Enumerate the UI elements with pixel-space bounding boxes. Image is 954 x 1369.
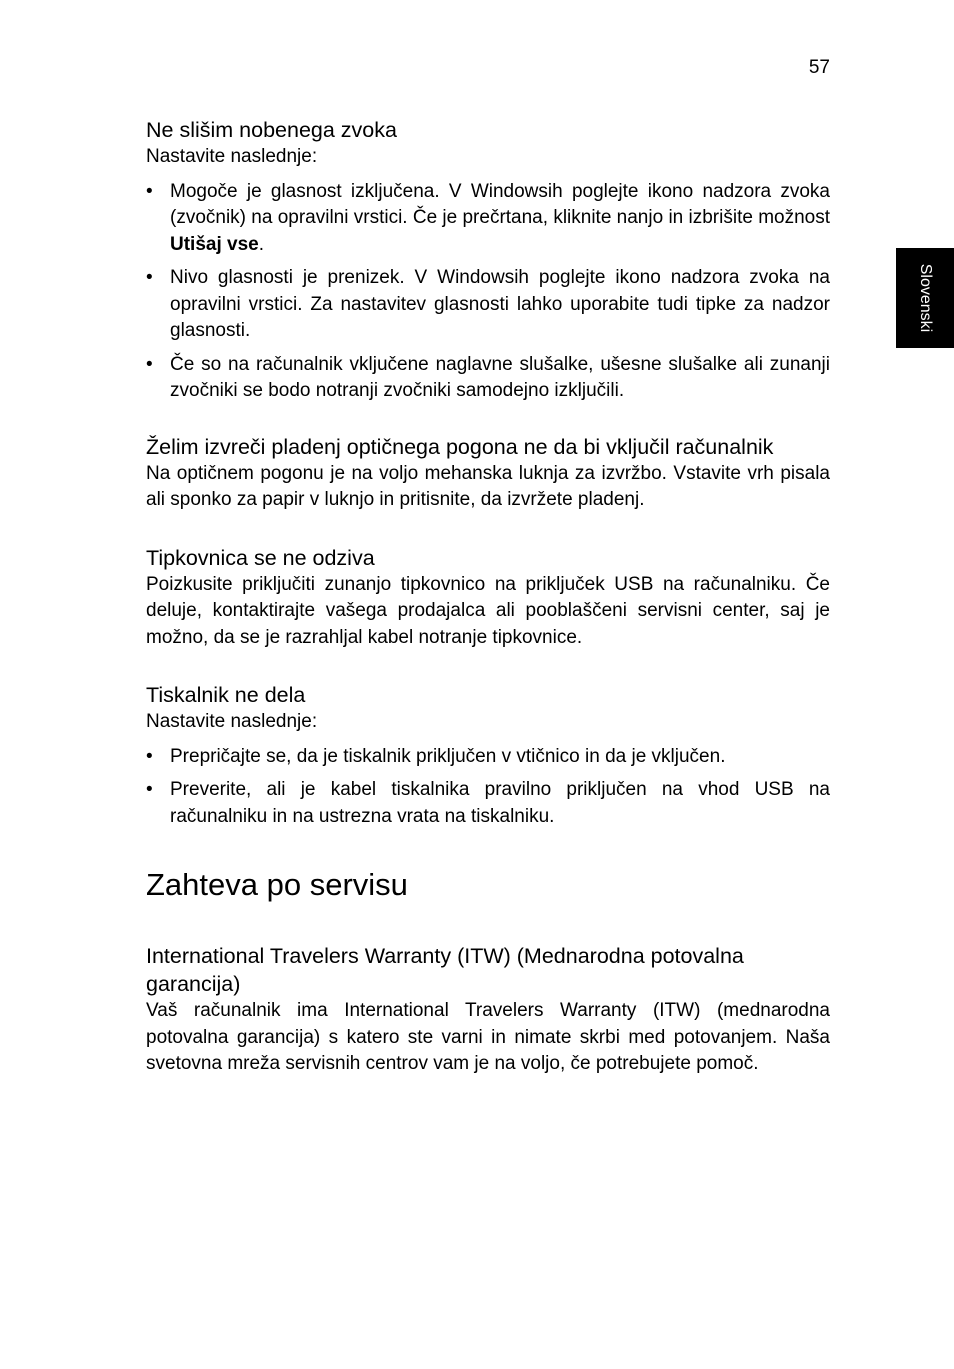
section-heading: Želim izvreči pladenj optičnega pogona ne da bi vključil računalnik <box>146 434 774 459</box>
list-item <box>146 744 830 771</box>
list-item-bold: Utišaj vse <box>170 233 259 255</box>
list-item-text: Prepričajte se, da je tiskalnik priključen v vtičnico in da je vključen. <box>170 745 726 767</box>
section-intro: Nastavite naslednje: <box>146 711 318 732</box>
section-body: Na optičnem pogonu je na voljo mehanska luknja za izvržbo. Vstavite vrh pisala ali sponko za papir v luknjo in pritisnite, da izvržete pladenj. <box>146 462 830 510</box>
page-content <box>146 116 830 1078</box>
list-item-text: Nivo glasnosti je prenizek. V Windowsih poglejte ikono nadzora zvoka na opravilni vrstici. Za nastavitev glasnosti lahko uporabite tudi tipke za nadzor glasnosti. <box>170 267 830 341</box>
section-body: Poizkusite priključiti zunanjo tipkovnico na priključek USB na računalniku. Če deluje, kontaktirajte vašega prodajalca ali pooblaščeni servisni center, saj je možno, da se je razrahljal kabel notranje tipkovnice. <box>146 573 830 648</box>
section-keyboard <box>146 544 830 652</box>
section-heading: Tipkovnica se ne odziva <box>146 545 375 570</box>
section-heading: Tiskalnik ne dela <box>146 683 306 707</box>
section-heading: International Travelers Warranty (ITW) (Mednarodna potovalna garancija) <box>146 944 744 996</box>
section-intro: Nastavite naslednje: <box>146 146 318 167</box>
list-item-text: Mogoče je glasnost izključena. V Windowsih poglejte ikono nadzora zvoka (zvočnik) na opravilni vrstici. Če je prečrtana, kliknite nanjo in izbrišite možnost <box>170 180 830 228</box>
section-eject-tray <box>146 433 830 514</box>
list-item <box>146 352 830 405</box>
chapter-title: Zahteva po servisu <box>146 867 408 902</box>
bullet-list <box>146 744 830 831</box>
list-item-text-end: . <box>258 233 265 255</box>
list-item <box>146 179 830 259</box>
list-item <box>146 265 830 345</box>
section-itw <box>146 942 830 1078</box>
side-tab-label: Slovenski <box>917 263 934 333</box>
page-number: 57 <box>808 57 830 78</box>
list-item <box>146 777 830 830</box>
list-item-text: Preverite, ali je kabel tiskalnika pravilno priključen na vhod USB na računalniku in na ustrezna vrata na tiskalniku. <box>170 779 830 827</box>
section-no-sound <box>146 116 830 405</box>
section-heading: Ne slišim nobenega zvoka <box>146 118 397 142</box>
language-side-tab <box>896 248 954 348</box>
list-item-text: Če so na računalnik vključene naglavne slušalke, ušesne slušalke ali zunanji zvočniki se bodo notranji zvočniki samodejno izključili. <box>170 353 830 401</box>
bullet-list <box>146 179 830 405</box>
section-printer <box>146 681 830 830</box>
section-body: Vaš računalnik ima International Travelers Warranty (ITW) (mednarodna potovalna garancija) s katero ste varni in nimate skrbi med potovanjem. Naša svetovna mreža servisnih centrov vam je na voljo, če potrebujete pomoč. <box>146 1000 830 1074</box>
